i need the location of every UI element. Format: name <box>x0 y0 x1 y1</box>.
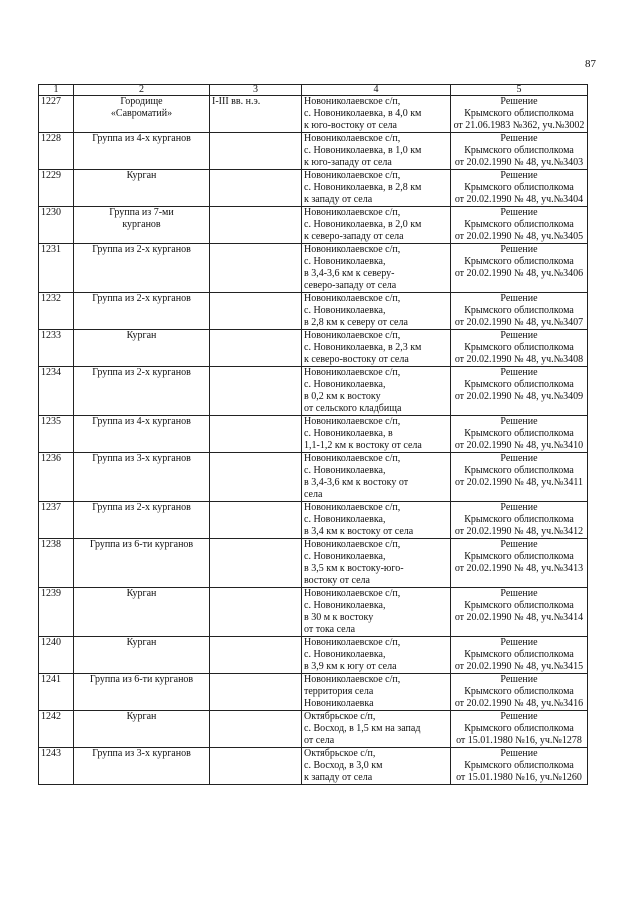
cell-protection-document-line: от 20.02.1990 № 48, уч.№3416 <box>454 698 584 709</box>
cell-protection-document <box>451 588 588 637</box>
cell-protection-document-line: Решение <box>500 748 538 759</box>
cell-protection-document <box>451 96 588 133</box>
heritage-registry-table <box>38 84 588 785</box>
cell-location-line: востоку от села <box>304 575 370 586</box>
cell-protection-document <box>451 244 588 293</box>
cell-protection-document-line: Решение <box>500 588 538 599</box>
table-row <box>39 330 588 367</box>
cell-monument-name <box>74 330 210 367</box>
cell-location <box>302 453 451 502</box>
cell-location-line: к западу от села <box>304 194 373 205</box>
page-number: 87 <box>585 58 596 70</box>
cell-dating <box>210 453 302 502</box>
cell-protection-document-line: от 20.02.1990 № 48, уч.№3410 <box>454 440 584 451</box>
cell-dating <box>210 367 302 416</box>
cell-location-line: к юго-западу от села <box>304 157 392 168</box>
cell-location-line: в 3,5 км к востоку-юго- <box>304 563 404 574</box>
cell-location-line: с. Восход, в 1,5 км на запад <box>304 723 421 734</box>
cell-protection-document-line: Крымского облисполкома <box>464 686 574 697</box>
cell-protection-document <box>451 674 588 711</box>
cell-location-line: с. Новониколаевка, <box>304 379 386 390</box>
cell-protection-document-line: от 20.02.1990 № 48, уч.№3409 <box>454 391 584 402</box>
cell-location-line: Новониколаевское с/п, <box>304 207 401 218</box>
cell-location-line: с. Новониколаевка, в 2,0 км <box>304 219 422 230</box>
cell-monument-name-line: Группа из 7-ми <box>109 207 174 218</box>
cell-location-line: с. Новониколаевка, <box>304 649 386 660</box>
cell-location-line: от тока села <box>304 624 356 635</box>
cell-location-line: села <box>304 489 323 500</box>
cell-location-line: с. Новониколаевка, <box>304 465 386 476</box>
cell-protection-document-line: от 20.02.1990 № 48, уч.№3412 <box>454 526 584 537</box>
cell-location-line: с. Новониколаевка, <box>304 514 386 525</box>
cell-protection-document <box>451 367 588 416</box>
cell-monument-name-line: Курган <box>126 637 157 648</box>
cell-protection-document-line: Решение <box>500 96 538 107</box>
cell-monument-name <box>74 416 210 453</box>
cell-protection-document-line: Крымского облисполкома <box>464 551 574 562</box>
table-row <box>39 674 588 711</box>
cell-protection-document-line: Крымского облисполкома <box>464 182 574 193</box>
cell-monument-name-line: «Савроматий» <box>110 108 173 119</box>
cell-location-line: к северо-западу от села <box>304 231 404 242</box>
cell-monument-name <box>74 748 210 785</box>
cell-monument-name <box>74 539 210 588</box>
table-row <box>39 244 588 293</box>
cell-monument-name-line: Группа из 4-х курганов <box>92 133 191 144</box>
cell-protection-document-line: Решение <box>500 207 538 218</box>
cell-location-line: Новониколаевское с/п, <box>304 293 401 304</box>
cell-dating <box>210 207 302 244</box>
cell-monument-name <box>74 133 210 170</box>
table-row <box>39 367 588 416</box>
cell-location-line: Новониколаевское с/п, <box>304 502 401 513</box>
cell-protection-document-line: Крымского облисполкома <box>464 379 574 390</box>
cell-protection-document-line: Решение <box>500 133 538 144</box>
cell-location-line: северо-западу от села <box>304 280 397 291</box>
cell-protection-document-line: Крымского облисполкома <box>464 465 574 476</box>
cell-number: 1238 <box>39 539 74 588</box>
cell-protection-document-line: от 15.01.1980 №16, уч.№1278 <box>456 735 582 746</box>
cell-location-line: с. Новониколаевка, в 2,8 км <box>304 182 422 193</box>
cell-protection-document-line: Решение <box>500 502 538 513</box>
cell-dating <box>210 244 302 293</box>
cell-location-line: в 0,2 км к востоку <box>304 391 381 402</box>
cell-location <box>302 748 451 785</box>
cell-location-line: Новониколаевское с/п, <box>304 244 401 255</box>
cell-location-line: 1,1-1,2 км к востоку от села <box>304 440 422 451</box>
cell-protection-document <box>451 711 588 748</box>
cell-protection-document-line: Решение <box>500 170 538 181</box>
cell-protection-document-line: Крымского облисполкома <box>464 760 574 771</box>
cell-protection-document-line: от 20.02.1990 № 48, уч.№3407 <box>454 317 584 328</box>
cell-protection-document-line: от 20.02.1990 № 48, уч.№3405 <box>454 231 584 242</box>
cell-number: 1229 <box>39 170 74 207</box>
cell-number: 1243 <box>39 748 74 785</box>
cell-monument-name-line: Городище <box>120 96 163 107</box>
cell-location-line: с. Новониколаевка, в 4,0 км <box>304 108 422 119</box>
cell-protection-document-line: Решение <box>500 453 538 464</box>
cell-monument-name-line: Группа из 3-х курганов <box>92 748 191 759</box>
cell-protection-document-line: от 20.02.1990 № 48, уч.№3406 <box>454 268 584 279</box>
table-row <box>39 711 588 748</box>
table-row <box>39 637 588 674</box>
cell-location <box>302 674 451 711</box>
cell-monument-name-line: Группа из 6-ти курганов <box>89 539 194 550</box>
cell-protection-document-line: от 15.01.1980 №16, уч.№1260 <box>456 772 582 783</box>
cell-monument-name <box>74 502 210 539</box>
cell-protection-document-line: от 20.02.1990 № 48, уч.№3404 <box>454 194 584 205</box>
cell-location-line: с. Новониколаевка, в 1,0 км <box>304 145 422 156</box>
cell-number: 1230 <box>39 207 74 244</box>
table-row <box>39 133 588 170</box>
cell-protection-document-line: Крымского облисполкома <box>464 219 574 230</box>
cell-protection-document-line: Крымского облисполкома <box>464 256 574 267</box>
cell-monument-name <box>74 170 210 207</box>
cell-protection-document <box>451 133 588 170</box>
cell-number: 1237 <box>39 502 74 539</box>
cell-protection-document-line: Крымского облисполкома <box>464 108 574 119</box>
cell-monument-name-line: Группа из 2-х курганов <box>92 244 191 255</box>
cell-protection-document <box>451 539 588 588</box>
cell-protection-document-line: Крымского облисполкома <box>464 723 574 734</box>
cell-dating <box>210 674 302 711</box>
cell-location-line: от села <box>304 735 335 746</box>
cell-location <box>302 170 451 207</box>
cell-number: 1227 <box>39 96 74 133</box>
cell-monument-name-line: Курган <box>126 711 157 722</box>
cell-monument-name-line: Группа из 2-х курганов <box>92 502 191 513</box>
cell-protection-document-line: Решение <box>500 416 538 427</box>
cell-dating <box>210 96 302 133</box>
cell-location-line: с. Новониколаевка, <box>304 256 386 267</box>
cell-location <box>302 367 451 416</box>
cell-protection-document <box>451 748 588 785</box>
cell-location-line: с. Новониколаевка, в <box>304 428 393 439</box>
cell-protection-document <box>451 637 588 674</box>
cell-protection-document <box>451 502 588 539</box>
cell-protection-document-line: Крымского облисполкома <box>464 342 574 353</box>
table-row <box>39 96 588 133</box>
cell-protection-document-line: Решение <box>500 330 538 341</box>
cell-location-line: Новониколаевское с/п, <box>304 637 401 648</box>
cell-protection-document-line: Крымского облисполкома <box>464 305 574 316</box>
cell-number: 1233 <box>39 330 74 367</box>
cell-location <box>302 244 451 293</box>
table-row <box>39 293 588 330</box>
cell-protection-document-line: Крымского облисполкома <box>464 649 574 660</box>
cell-location-line: с. Восход, в 3,0 км <box>304 760 383 771</box>
cell-protection-document <box>451 170 588 207</box>
cell-protection-document <box>451 293 588 330</box>
cell-location <box>302 293 451 330</box>
cell-protection-document-line: Решение <box>500 367 538 378</box>
cell-location-line: Новониколаевское с/п, <box>304 588 401 599</box>
cell-location-line: в 3,4-3,6 км к северу- <box>304 268 395 279</box>
cell-protection-document <box>451 416 588 453</box>
cell-number: 1228 <box>39 133 74 170</box>
table-row <box>39 207 588 244</box>
cell-monument-name-line: Группа из 2-х курганов <box>92 293 191 304</box>
cell-location-line: в 3,9 км к югу от села <box>304 661 397 672</box>
cell-monument-name <box>74 637 210 674</box>
cell-dating <box>210 748 302 785</box>
cell-protection-document <box>451 453 588 502</box>
cell-location-line: территория села <box>304 686 374 697</box>
cell-number: 1241 <box>39 674 74 711</box>
cell-monument-name-line: курганов <box>122 219 161 230</box>
cell-location <box>302 502 451 539</box>
cell-number: 1242 <box>39 711 74 748</box>
cell-location-line: с. Новониколаевка, <box>304 305 386 316</box>
cell-location-line: к юго-востоку от села <box>304 120 397 131</box>
cell-dating <box>210 637 302 674</box>
cell-monument-name-line: Курган <box>126 170 157 181</box>
table-row <box>39 539 588 588</box>
cell-location-line: в 3,4-3,6 км к востоку от <box>304 477 409 488</box>
cell-location <box>302 207 451 244</box>
cell-monument-name <box>74 453 210 502</box>
cell-protection-document-line: Решение <box>500 711 538 722</box>
cell-protection-document-line: от 20.02.1990 № 48, уч.№3415 <box>454 661 584 672</box>
cell-dating <box>210 502 302 539</box>
cell-location-line: Октябрьское с/п, <box>304 711 376 722</box>
cell-location <box>302 416 451 453</box>
cell-protection-document-line: Решение <box>500 637 538 648</box>
cell-location-line: Новониколаевское с/п, <box>304 674 401 685</box>
cell-location-line: Новониколаевское с/п, <box>304 133 401 144</box>
cell-location <box>302 588 451 637</box>
cell-monument-name-line: Группа из 4-х курганов <box>92 416 191 427</box>
cell-location <box>302 711 451 748</box>
cell-location-line: Новониколаевское с/п, <box>304 539 401 550</box>
cell-number: 1235 <box>39 416 74 453</box>
cell-dating <box>210 170 302 207</box>
column-header-location: 4 <box>302 85 451 96</box>
cell-protection-document-line: от 20.02.1990 № 48, уч.№3411 <box>455 477 583 488</box>
cell-monument-name <box>74 96 210 133</box>
cell-location-line: Новониколаевское с/п, <box>304 170 401 181</box>
cell-location <box>302 539 451 588</box>
cell-monument-name-line: Группа из 2-х курганов <box>92 367 191 378</box>
cell-protection-document-line: Решение <box>500 293 538 304</box>
cell-protection-document <box>451 207 588 244</box>
table-row <box>39 502 588 539</box>
cell-number: 1231 <box>39 244 74 293</box>
cell-dating <box>210 330 302 367</box>
cell-monument-name <box>74 588 210 637</box>
column-header-date: 3 <box>210 85 302 96</box>
cell-location-line: Новониколаевское с/п, <box>304 453 401 464</box>
cell-location-line: с. Новониколаевка, в 2,3 км <box>304 342 422 353</box>
cell-monument-name <box>74 244 210 293</box>
column-header-number: 1 <box>39 85 74 96</box>
cell-location-line: с. Новониколаевка, <box>304 551 386 562</box>
cell-monument-name-line: Группа из 3-х курганов <box>92 453 191 464</box>
cell-protection-document-line: Крымского облисполкома <box>464 600 574 611</box>
cell-protection-document-line: от 20.02.1990 № 48, уч.№3414 <box>454 612 584 623</box>
cell-location-line: в 30 м к востоку <box>304 612 374 623</box>
table-header-row <box>39 85 588 96</box>
cell-location-line: Новониколаевское с/п, <box>304 416 401 427</box>
cell-location-line: Новониколаевское с/п, <box>304 330 401 341</box>
table-row <box>39 588 588 637</box>
cell-location-line: в 3,4 км к востоку от села <box>304 526 414 537</box>
cell-number: 1234 <box>39 367 74 416</box>
table-row <box>39 416 588 453</box>
cell-number: 1236 <box>39 453 74 502</box>
cell-location-line: в 2,8 км к северу от села <box>304 317 408 328</box>
cell-dating <box>210 133 302 170</box>
cell-dating-line: I-III вв. н.э. <box>212 96 261 107</box>
cell-protection-document-line: от 20.02.1990 № 48, уч.№3403 <box>454 157 584 168</box>
cell-monument-name-line: Курган <box>126 588 157 599</box>
cell-monument-name <box>74 367 210 416</box>
cell-protection-document-line: Решение <box>500 244 538 255</box>
table-row <box>39 170 588 207</box>
cell-protection-document-line: Решение <box>500 539 538 550</box>
cell-dating <box>210 711 302 748</box>
cell-location-line: Новониколаевское с/п, <box>304 367 401 378</box>
cell-protection-document-line: Крымского облисполкома <box>464 428 574 439</box>
column-header-name: 2 <box>74 85 210 96</box>
cell-protection-document-line: от 20.02.1990 № 48, уч.№3408 <box>454 354 584 365</box>
cell-location <box>302 330 451 367</box>
cell-monument-name-line: Курган <box>126 330 157 341</box>
cell-protection-document-line: Крымского облисполкома <box>464 145 574 156</box>
cell-protection-document-line: от 20.02.1990 № 48, уч.№3413 <box>454 563 584 574</box>
cell-protection-document-line: от 21.06.1983 №362, уч.№3002 <box>453 120 585 131</box>
cell-dating <box>210 588 302 637</box>
cell-dating <box>210 539 302 588</box>
cell-number: 1239 <box>39 588 74 637</box>
cell-protection-document-line: Решение <box>500 674 538 685</box>
cell-dating <box>210 293 302 330</box>
cell-location <box>302 637 451 674</box>
table-row <box>39 453 588 502</box>
cell-monument-name <box>74 674 210 711</box>
cell-location-line: Октябрьское с/п, <box>304 748 376 759</box>
cell-location-line: от сельского кладбища <box>304 403 402 414</box>
cell-monument-name <box>74 207 210 244</box>
cell-number: 1240 <box>39 637 74 674</box>
cell-location-line: к западу от села <box>304 772 373 783</box>
cell-protection-document <box>451 330 588 367</box>
cell-location-line: к северо-востоку от села <box>304 354 409 365</box>
table-row <box>39 748 588 785</box>
cell-location <box>302 96 451 133</box>
cell-location-line: Новониколаевка <box>304 698 374 709</box>
cell-location-line: Новониколаевское с/п, <box>304 96 401 107</box>
cell-monument-name <box>74 293 210 330</box>
cell-location-line: с. Новониколаевка, <box>304 600 386 611</box>
cell-dating <box>210 416 302 453</box>
cell-monument-name <box>74 711 210 748</box>
cell-number: 1232 <box>39 293 74 330</box>
cell-location <box>302 133 451 170</box>
column-header-document: 5 <box>451 85 588 96</box>
cell-protection-document-line: Крымского облисполкома <box>464 514 574 525</box>
cell-monument-name-line: Группа из 6-ти курганов <box>89 674 194 685</box>
